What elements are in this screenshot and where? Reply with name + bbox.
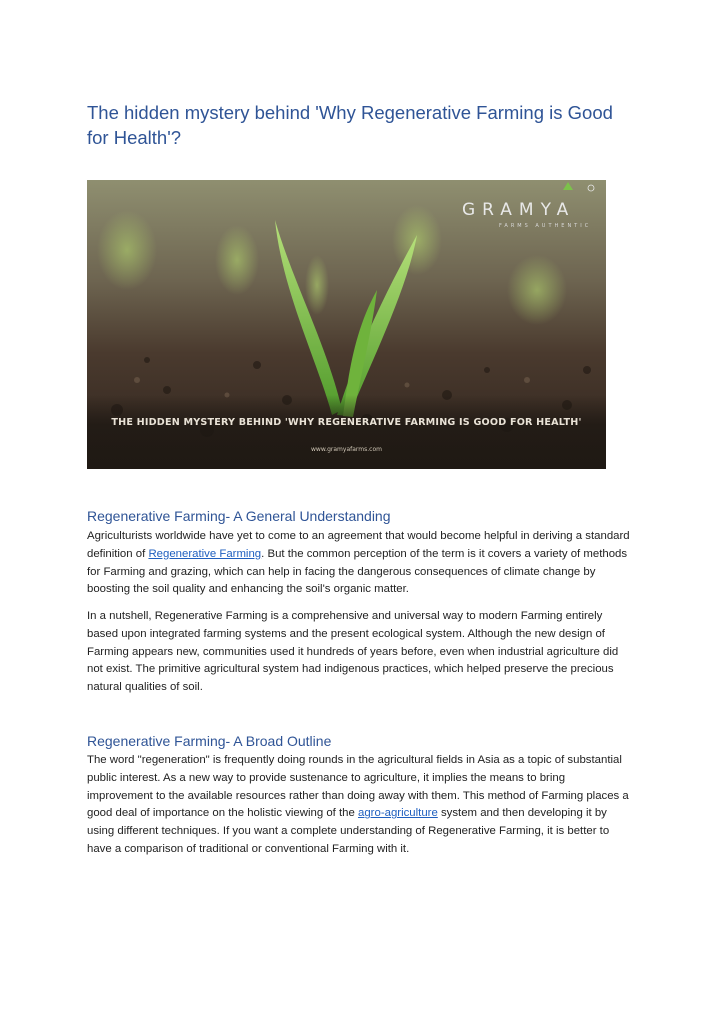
paragraph-text: The word "regeneration" is frequently doing rounds in the agricultural fields in Asia as a topic of substantial public interest. As a new way to provide sustenance to agriculture, it implies the means to bring improvement to the available resources rather than doing away with them. This method of Farming places a good deal of importance on the holistic viewing of the — [87, 754, 629, 820]
section-heading: Regenerative Farming- A Broad Outline — [87, 733, 332, 749]
paragraph-text: system and then developing it by using different techniques. If you want a complete understanding of Regenerative Farming, it is better to have a comparison of traditional or conventional Farming with it. — [87, 807, 610, 855]
paragraph — [87, 528, 632, 599]
paragraph: In a nutshell, Regenerative Farming is a comprehensive and universal way to modern Farming entirely based upon integrated farming systems and the present ecological system. Although the new design of Farming appears new, communities used it hundreds of years before, even when industrial agriculture did not exist. The primitive agricultural system had indigenous practices, which helped preserve the precious natural qualities of soil. — [87, 610, 619, 694]
agro-agriculture-link[interactable]: agro-agriculture — [358, 807, 438, 820]
brand-tagline: FARMS AUTHENTIC — [499, 223, 592, 229]
paragraph-text: . But the common perception of the term is it covers a variety of methods for Farming and grazing, which can help in facing the dangerous consequences of climate change by boosting the soil quality and enhancing the soil's organic matter. — [87, 547, 628, 596]
brand-name: GRAMYA — [462, 200, 576, 220]
paragraph-text: Agriculturists worldwide have yet to come to an agreement that would become helpful in deriving a standard definition of — [87, 530, 630, 560]
hero-url: www.gramyafarms.com — [311, 446, 382, 453]
page-title: The hidden mystery behind 'Why Regenerative Farming is Good for Health'? — [87, 102, 613, 148]
hero-banner-text: THE HIDDEN MYSTERY BEHIND 'WHY REGENERATIVE FARMING IS GOOD FOR HEALTH' — [111, 417, 582, 428]
paragraph — [87, 752, 632, 859]
regenerative-farming-link[interactable]: Regenerative Farming — [148, 547, 262, 560]
hero-image — [87, 180, 606, 469]
section-heading: Regenerative Farming- A General Understanding — [87, 508, 391, 524]
